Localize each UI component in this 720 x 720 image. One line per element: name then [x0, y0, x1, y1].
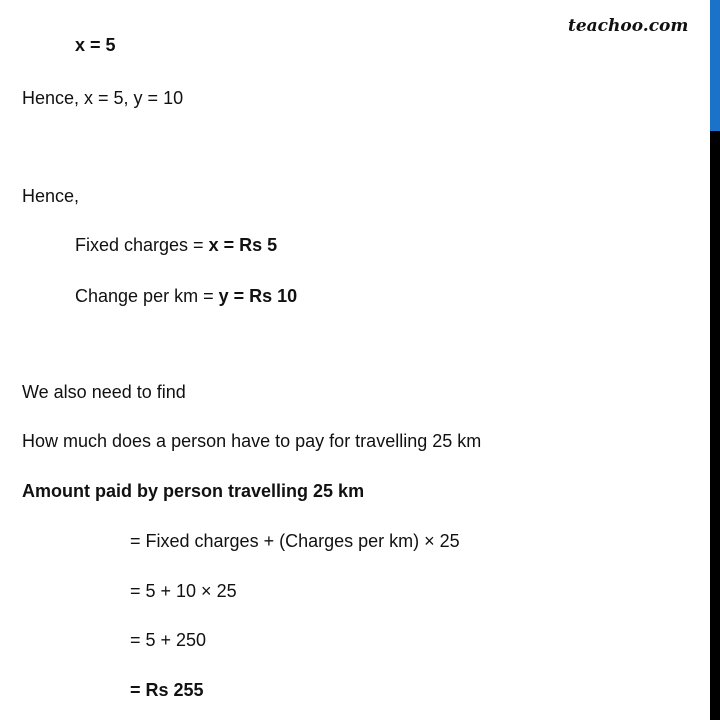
- slide-side-bar: [710, 131, 720, 720]
- task-intro: We also need to find: [22, 382, 186, 402]
- charge-per-km-label: Change per km =: [75, 286, 219, 306]
- equation-x: x = 5: [75, 35, 116, 55]
- calc-step-2: = 5 + 10 × 25: [130, 581, 237, 601]
- amount-heading: Amount paid by person travelling 25 km: [22, 481, 365, 501]
- slide-accent-bar: [710, 0, 720, 131]
- charge-per-km-value: y = Rs 10: [218, 286, 298, 306]
- fixed-charges-value: x = Rs 5: [208, 235, 278, 255]
- charge-per-km-line: [75, 285, 297, 307]
- teachoo-logo: teachoo.com: [568, 16, 689, 36]
- fixed-charges-label: Fixed charges =: [75, 235, 209, 255]
- final-answer: = Rs 255: [130, 680, 204, 700]
- calc-step-3: = 5 + 250: [130, 630, 207, 650]
- fixed-charges-line: [75, 234, 277, 256]
- hence-label: Hence,: [22, 186, 80, 206]
- task-question: How much does a person have to pay for travelling 25 km: [22, 431, 482, 451]
- calc-step-1: = Fixed charges + (Charges per km) × 25: [130, 531, 460, 551]
- solution-statement: Hence, x = 5, y = 10: [22, 88, 184, 108]
